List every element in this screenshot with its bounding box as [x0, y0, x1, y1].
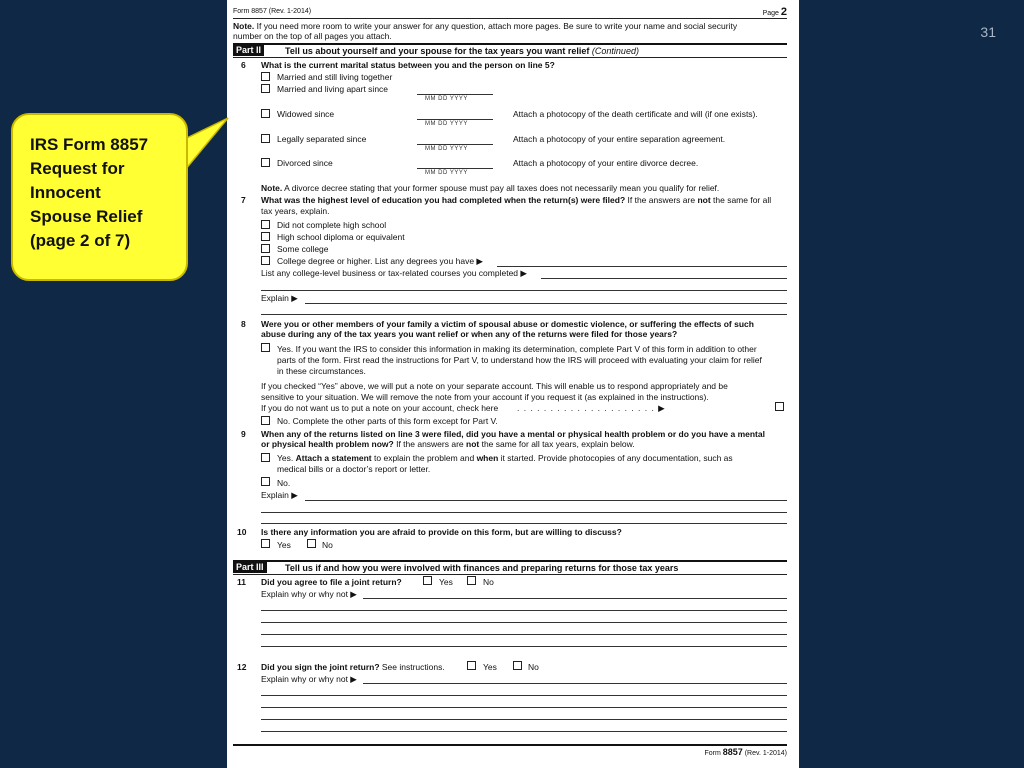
part2-title: Tell us about yourself and your spouse for the tax years you want relief (Continued) [285, 46, 639, 56]
q10-no-checkbox[interactable] [307, 539, 316, 548]
q7-opt3-label: Some college [277, 244, 329, 254]
callout-box [11, 113, 188, 281]
callout-line: Innocent [30, 183, 101, 202]
q8-number: 8 [241, 319, 246, 329]
form-footer: Form 8857 (Rev. 1-2014) [704, 747, 787, 757]
q6-married-together-label: Married and still living together [277, 72, 393, 82]
form-page [227, 0, 799, 768]
date-format-label: MM DD YYYY [425, 170, 468, 176]
callout-line: Request for [30, 159, 125, 178]
q11-yes-checkbox[interactable] [423, 576, 432, 585]
q9-text-line2: or physical health problem now? If the answers are not the same for all tax years, explain below. [261, 439, 635, 449]
q8-text-line2: abuse during any of the tax years you want relief or when any of the returns were filed for those years? [261, 329, 678, 339]
form-note: Note. If you need more room to write your answer for any question, attach more pages. Be sure to write your name and social security [233, 21, 738, 31]
q7-opt4-checkbox[interactable] [261, 256, 270, 265]
form-header-left: Form 8857 (Rev. 1-2014) [233, 8, 312, 15]
q6-attach-divorce: Attach a photocopy of your entire divorce decree. [513, 158, 699, 168]
q8-yes-line3: in these circumstances. [277, 366, 366, 376]
q7-opt1-checkbox[interactable] [261, 220, 270, 229]
answer-line[interactable] [261, 314, 787, 315]
q8-text-line1: Were you or other members of your family a victim of spousal abuse or domestic violence, or suffering the effects of such [261, 319, 754, 329]
date-format-label: MM DD YYYY [425, 146, 468, 152]
answer-line[interactable] [261, 610, 787, 611]
q6-divorced-label: Divorced since [277, 158, 333, 168]
q11-no-checkbox[interactable] [467, 576, 476, 585]
q12-number: 12 [237, 662, 247, 672]
part2-tag: Part II [233, 45, 264, 56]
q7-explain-field[interactable] [305, 303, 787, 304]
q12-yes-label: Yes [483, 662, 497, 672]
q6-separated-label: Legally separated since [277, 134, 367, 144]
answer-line[interactable] [261, 731, 787, 732]
callout-line: (page 2 of 7) [30, 231, 131, 250]
q6-married-apart-label: Married and living apart since [277, 84, 389, 94]
q9-yes-checkbox[interactable] [261, 453, 270, 462]
q10-text: Is there any information you are afraid to provide on this form, but are willing to discuss? [261, 527, 622, 537]
q7-courses-field[interactable] [541, 278, 787, 279]
q8-leader-dots: . . . . . . . . . . . . . . . . . . . . . ▶ [517, 403, 666, 413]
q8-no-note-checkbox[interactable] [775, 402, 784, 411]
q11-number: 11 [237, 577, 246, 587]
q12-explain-label: Explain why or why not ▶ [261, 674, 357, 684]
q10-number: 10 [237, 527, 247, 537]
q8-checked-line1: If you checked “Yes” above, we will put a note on your separate account. This will enable us to respond appropriately and be [261, 381, 728, 391]
date-format-label: MM DD YYYY [425, 121, 468, 127]
q8-checked-line2: sensitive to your situation. We will remove the note from your account if you request it (as explained in the instructions). [261, 392, 709, 402]
part3-title: Tell us if and how you were involved with finances and preparing returns for those tax years [285, 563, 679, 573]
date-format-label: MM DD YYYY [425, 96, 468, 102]
q6-attach-death: Attach a photocopy of the death certificate and will (if one exists). [513, 109, 758, 119]
answer-line[interactable] [261, 512, 787, 513]
q12-no-checkbox[interactable] [513, 661, 522, 670]
q9-yes-line1: Yes. Attach a statement to explain the problem and when it started. Provide photocopies of any documentation, such as [277, 453, 733, 463]
q11-text: Did you agree to file a joint return? [261, 577, 402, 587]
q11-no-label: No [483, 577, 494, 587]
q7-number: 7 [241, 195, 246, 205]
q7-courses-label: List any college-level business or tax-related courses you completed ▶ [261, 268, 527, 278]
q6-widowed-date-field[interactable] [417, 119, 493, 120]
q7-degrees-field[interactable] [497, 266, 787, 267]
q7-text-line2: tax years, explain. [261, 206, 330, 216]
q11-yes-label: Yes [439, 577, 453, 587]
q7-opt3-checkbox[interactable] [261, 244, 270, 253]
q6-divorced-date-field[interactable] [417, 168, 493, 169]
q9-no-label: No. [277, 478, 291, 488]
q6-married-apart-checkbox[interactable] [261, 84, 270, 93]
q7-explain-label: Explain ▶ [261, 293, 298, 303]
answer-line[interactable] [261, 622, 787, 623]
q12-text: Did you sign the joint return? See instructions. [261, 662, 445, 672]
q6-note: Note. A divorce decree stating that your former spouse must pay all taxes does not necessarily mean you qualify for relief. [261, 183, 720, 193]
q6-widowed-checkbox[interactable] [261, 109, 270, 118]
q6-married-together-checkbox[interactable] [261, 72, 270, 81]
callout-line: Spouse Relief [30, 207, 143, 226]
q6-widowed-label: Widowed since [277, 109, 335, 119]
q11-explain-label: Explain why or why not ▶ [261, 589, 357, 599]
q12-no-label: No [528, 662, 539, 672]
q9-explain-label: Explain ▶ [261, 490, 298, 500]
q6-separated-checkbox[interactable] [261, 134, 270, 143]
answer-line[interactable] [261, 695, 787, 696]
answer-line[interactable] [261, 646, 787, 647]
answer-line[interactable] [261, 523, 787, 524]
answer-line[interactable] [261, 634, 787, 635]
q12-yes-checkbox[interactable] [467, 661, 476, 670]
q6-attach-separation: Attach a photocopy of your entire separation agreement. [513, 134, 726, 144]
q7-opt4-label: College degree or higher. List any degrees you have ▶ [277, 256, 483, 266]
answer-line[interactable] [261, 707, 787, 708]
q8-no-checkbox[interactable] [261, 416, 270, 425]
q7-opt2-label: High school diploma or equivalent [277, 232, 405, 242]
q10-yes-checkbox[interactable] [261, 539, 270, 548]
answer-line[interactable] [261, 719, 787, 720]
q8-no-label: No. Complete the other parts of this form except for Part V. [277, 416, 498, 426]
q6-married-apart-date-field[interactable] [417, 94, 493, 95]
q8-yes-checkbox[interactable] [261, 343, 270, 352]
q7-opt1-label: Did not complete high school [277, 220, 387, 230]
q10-yes-label: Yes [277, 540, 291, 550]
q8-yes-line1: Yes. If you want the IRS to consider this information in making its determination, complete Part V of this form in addition to other [277, 344, 757, 354]
q6-separated-date-field[interactable] [417, 144, 493, 145]
slide-number: 31 [980, 24, 996, 40]
q6-number: 6 [241, 60, 246, 70]
q9-yes-line2: medical bills or a doctor’s report or letter. [277, 464, 431, 474]
q10-no-label: No [322, 540, 333, 550]
form-note-line2: number on the top of all pages you attach. [233, 31, 392, 41]
form-header-right: Page 2 [762, 6, 787, 18]
q6-divorced-checkbox[interactable] [261, 158, 270, 167]
q7-opt2-checkbox[interactable] [261, 232, 270, 241]
q8-checked-line3: If you do not want us to put a note on your account, check here [261, 403, 499, 413]
q9-text-line1: When any of the returns listed on line 3 were filed, did you have a mental or physical health problem or do you have a mental [261, 429, 765, 439]
part3-tag: Part III [233, 562, 267, 573]
q7-text: What was the highest level of education you had completed when the return(s) were filed? If the answers are not the same for all [261, 195, 772, 205]
q9-number: 9 [241, 429, 246, 439]
q9-explain-field[interactable] [305, 500, 787, 501]
q12-explain-field[interactable] [363, 683, 787, 684]
q9-no-checkbox[interactable] [261, 477, 270, 486]
callout-line: IRS Form 8857 [30, 135, 149, 154]
answer-line[interactable] [261, 290, 787, 291]
q11-explain-field[interactable] [363, 598, 787, 599]
q8-yes-line2: parts of the form. First read the instructions for Part V, to understand how the IRS will proceed with evaluating your claim for relief [277, 355, 762, 365]
q6-text: What is the current marital status between you and the person on line 5? [261, 60, 555, 70]
